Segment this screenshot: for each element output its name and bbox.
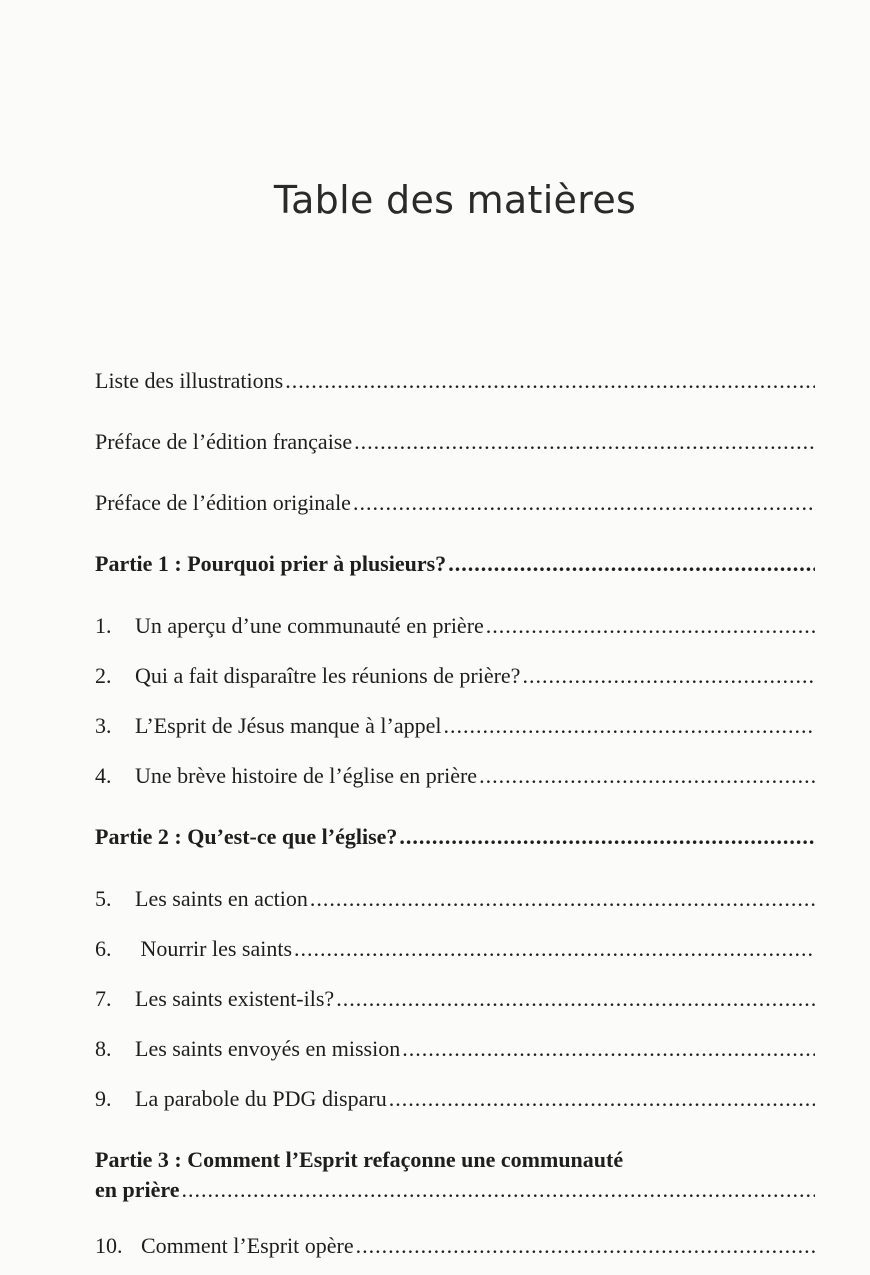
- dot-leader: [285, 360, 815, 401]
- chapter-number: 2.: [95, 663, 112, 688]
- dot-leader: [389, 1078, 815, 1119]
- toc-entry-label-line2: en prière: [95, 1177, 180, 1202]
- chapter-number: 3.: [95, 713, 112, 738]
- toc-entry-label: Les saints existent-ils?: [135, 986, 335, 1011]
- toc-entry-label: Un aperçu d’une communauté en prière: [135, 613, 484, 638]
- chapter-number: 7.: [95, 986, 112, 1011]
- chapter-number: 1.: [95, 613, 112, 638]
- toc-entry-label: Préface de l’édition française: [95, 429, 353, 454]
- toc-entry-label: Qui a fait disparaître les réunions de prière?: [135, 663, 521, 688]
- dot-leader: [353, 482, 815, 523]
- toc-chapter: [95, 705, 815, 755]
- chapter-number: 6.: [95, 936, 112, 961]
- toc-entry-label: Liste des illustrations: [95, 368, 284, 393]
- toc-chapter: [95, 1028, 815, 1078]
- toc-entry-label: Les saints envoyés en mission: [135, 1036, 401, 1061]
- toc-entry-label: Nourrir les saints: [135, 936, 293, 961]
- toc-entry-label-line1: Partie 3 : Comment l’Esprit refaçonne une communauté: [95, 1147, 624, 1172]
- toc-entry-line2: [95, 1175, 815, 1205]
- toc-entry-label: L’Esprit de Jésus manque à l’appel: [135, 713, 442, 738]
- toc-chapter: [95, 605, 815, 655]
- chapter-number: 5.: [95, 886, 112, 911]
- toc-part-heading: [95, 816, 815, 878]
- chapter-number: 8.: [95, 1036, 112, 1061]
- toc-chapter: [95, 1225, 815, 1275]
- dot-leader: [354, 421, 815, 462]
- chapter-number: 4.: [95, 763, 112, 788]
- toc-part-heading: [95, 1139, 815, 1205]
- toc-list: [95, 360, 815, 1275]
- toc-chapter: [95, 928, 815, 978]
- dot-leader: [448, 543, 815, 584]
- toc-chapter: [95, 1078, 815, 1139]
- toc-entry-label: Une brève histoire de l’église en prière: [135, 763, 478, 788]
- page-title: Table des matières: [273, 178, 637, 222]
- dot-leader: [336, 978, 815, 1019]
- chapter-number: 9.: [95, 1086, 112, 1111]
- toc-chapter: [95, 978, 815, 1028]
- dot-leader: [310, 878, 815, 919]
- dot-leader: [479, 755, 815, 796]
- dot-leader: [486, 605, 815, 646]
- toc-entry: [95, 482, 815, 543]
- toc-entry-label: Les saints en action: [135, 886, 308, 911]
- toc-entry-label: Partie 2 : Qu’est-ce que l’église?: [95, 824, 398, 849]
- toc-entry-label: La parabole du PDG disparu: [135, 1086, 387, 1111]
- dot-leader: [182, 1175, 815, 1205]
- toc-entry: [95, 421, 815, 482]
- dot-leader: [402, 1028, 815, 1069]
- dot-leader: [294, 928, 815, 969]
- toc-chapter: [95, 878, 815, 928]
- dot-leader: [356, 1225, 815, 1266]
- toc-chapter: [95, 755, 815, 816]
- toc-entry-label: Comment l’Esprit opère: [141, 1233, 354, 1258]
- toc-chapter: [95, 655, 815, 705]
- dot-leader: [399, 816, 815, 857]
- toc-part-heading: [95, 543, 815, 605]
- dot-leader: [522, 655, 815, 696]
- toc-entry: [95, 360, 815, 421]
- dot-leader: [444, 705, 816, 746]
- toc-entry-label: Partie 1 : Pourquoi prier à plusieurs?: [95, 551, 447, 576]
- chapter-number: 10.: [95, 1233, 123, 1258]
- toc-entry-label: Préface de l’édition originale: [95, 490, 351, 515]
